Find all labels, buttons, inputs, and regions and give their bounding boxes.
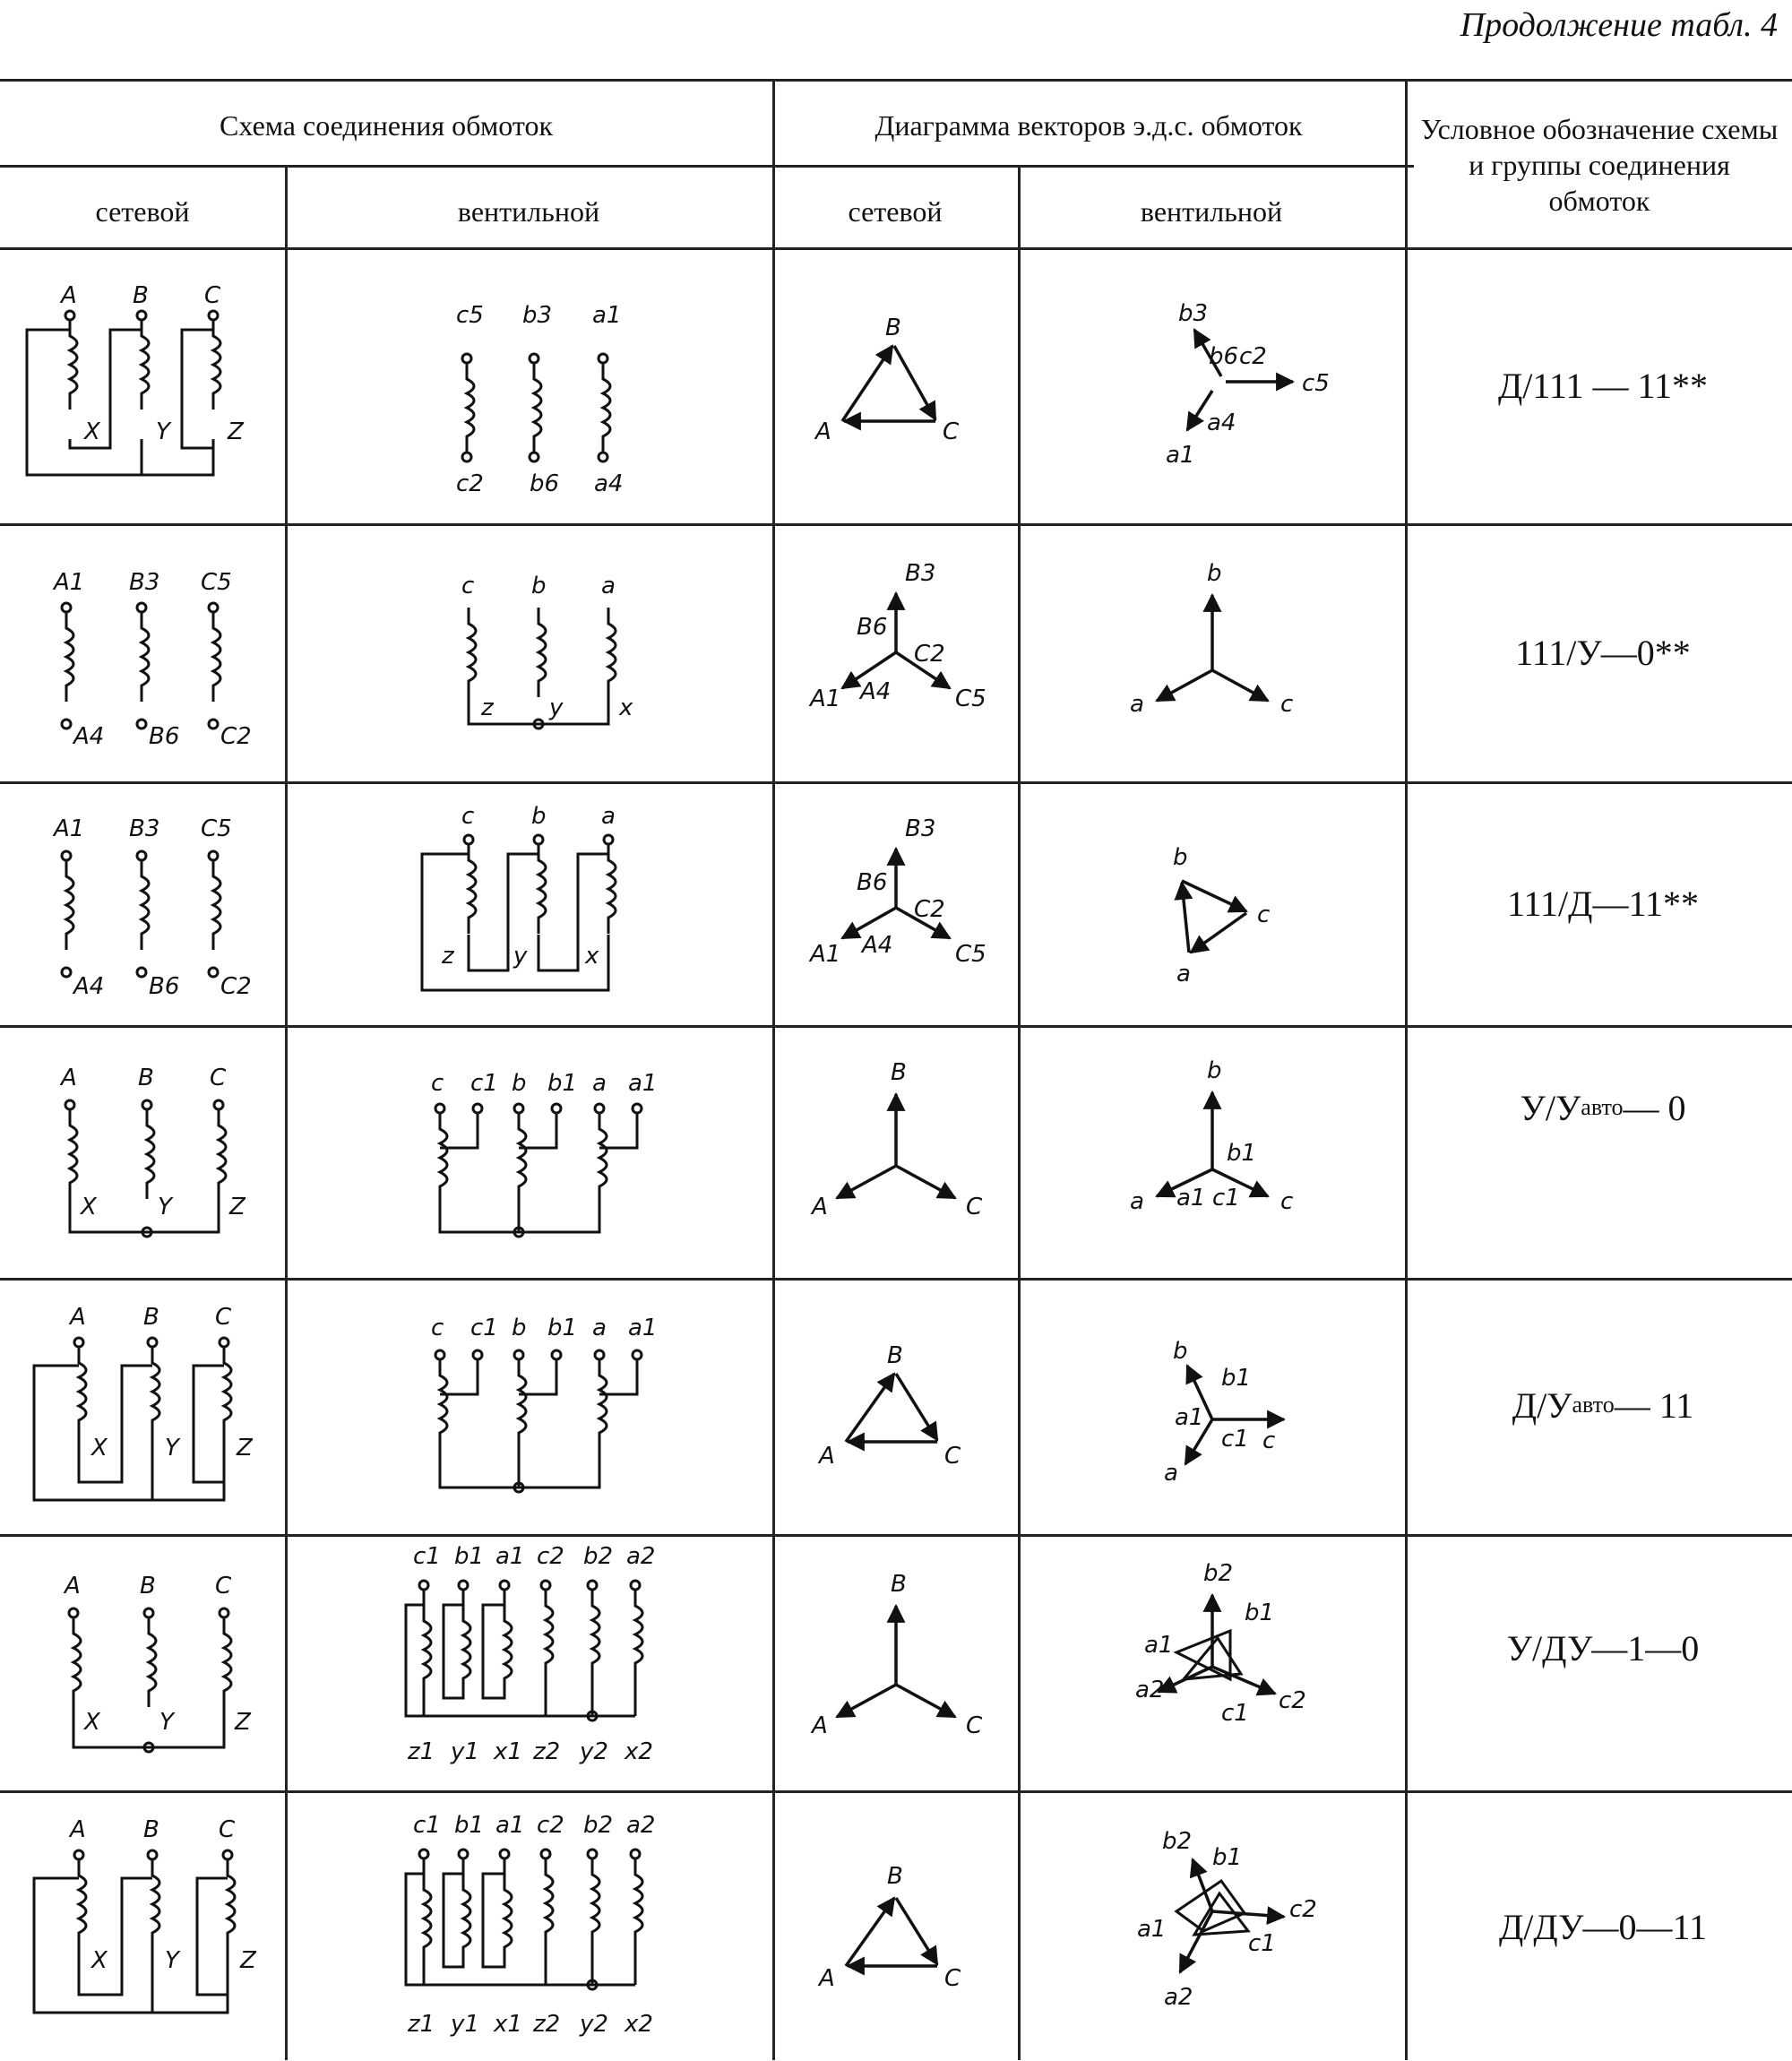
svg-text:c1: c1 bbox=[470, 1315, 498, 1341]
svg-text:a1: a1 bbox=[495, 1543, 525, 1570]
svg-text:a4: a4 bbox=[1207, 410, 1236, 436]
svg-text:c1: c1 bbox=[413, 1543, 441, 1570]
svg-text:Y: Y bbox=[165, 1435, 179, 1462]
svg-text:b1: b1 bbox=[547, 1070, 578, 1097]
row5-valve-vectors bbox=[1021, 1280, 1404, 1532]
row7-valve-vectors bbox=[1021, 1792, 1404, 2060]
row2-network-vectors bbox=[775, 525, 1017, 780]
svg-text:b2: b2 bbox=[583, 1543, 614, 1570]
row3-valve-scheme bbox=[288, 783, 771, 1023]
svg-text:C: C bbox=[944, 1964, 961, 1992]
svg-text:B6: B6 bbox=[149, 723, 180, 750]
svg-text:Z: Z bbox=[229, 1194, 246, 1220]
svg-text:A1: A1 bbox=[810, 941, 841, 968]
svg-text:b: b bbox=[531, 573, 547, 599]
svg-text:Z: Z bbox=[240, 1946, 256, 1974]
svg-text:x: x bbox=[585, 943, 599, 970]
svg-text:z2: z2 bbox=[533, 1738, 561, 1765]
svg-text:A: A bbox=[61, 1065, 77, 1091]
svg-text:b2: b2 bbox=[583, 1811, 614, 1839]
svg-text:b1: b1 bbox=[547, 1315, 578, 1341]
svg-text:B: B bbox=[891, 1571, 907, 1598]
svg-text:B3: B3 bbox=[129, 569, 160, 596]
svg-text:a: a bbox=[592, 1315, 607, 1341]
svg-text:c2: c2 bbox=[537, 1811, 564, 1839]
svg-text:X: X bbox=[84, 418, 100, 445]
svg-text:B: B bbox=[140, 1573, 156, 1600]
svg-text:a1: a1 bbox=[628, 1070, 658, 1097]
row5-notation-main: Д/У bbox=[1512, 1384, 1572, 1426]
row4-notation bbox=[1414, 1027, 1792, 1188]
row4-network-scheme bbox=[0, 1027, 283, 1276]
svg-text:B: B bbox=[133, 282, 149, 309]
row1-valve-vectors bbox=[1021, 249, 1404, 522]
svg-text:B3: B3 bbox=[905, 815, 936, 842]
svg-text:c2: c2 bbox=[537, 1543, 564, 1570]
svg-text:c2: c2 bbox=[1289, 1895, 1317, 1923]
svg-text:A: A bbox=[815, 418, 831, 445]
svg-text:Y: Y bbox=[159, 1709, 174, 1736]
svg-text:A1: A1 bbox=[810, 686, 841, 712]
svg-text:a: a bbox=[601, 803, 616, 830]
svg-text:a: a bbox=[592, 1070, 607, 1097]
svg-text:a: a bbox=[1176, 961, 1191, 987]
svg-text:Z: Z bbox=[228, 418, 244, 445]
svg-text:z1: z1 bbox=[408, 2010, 435, 2038]
svg-text:c: c bbox=[1257, 901, 1271, 928]
svg-text:a1: a1 bbox=[1144, 1632, 1174, 1659]
svg-text:Z: Z bbox=[237, 1435, 253, 1462]
svg-text:c: c bbox=[461, 803, 475, 830]
header-divider bbox=[0, 165, 1414, 168]
svg-text:b2: b2 bbox=[1162, 1827, 1193, 1855]
svg-text:z2: z2 bbox=[533, 2010, 561, 2038]
svg-text:B6: B6 bbox=[149, 973, 180, 1000]
svg-text:B: B bbox=[887, 1342, 903, 1369]
svg-text:a: a bbox=[601, 573, 616, 599]
row6-network-vectors bbox=[775, 1536, 1017, 1789]
svg-text:a4: a4 bbox=[594, 470, 624, 497]
svg-text:c: c bbox=[1280, 691, 1294, 718]
svg-text:b: b bbox=[512, 1315, 527, 1341]
svg-text:y1: y1 bbox=[451, 2010, 479, 2038]
row7-network-scheme bbox=[0, 1792, 283, 2060]
row3-network-scheme bbox=[0, 783, 283, 1023]
svg-text:b1: b1 bbox=[1212, 1843, 1243, 1871]
svg-text:c2: c2 bbox=[1279, 1687, 1306, 1714]
row1-network-scheme bbox=[0, 249, 283, 522]
row4-valve-vectors bbox=[1021, 1027, 1404, 1276]
svg-text:x1: x1 bbox=[494, 1738, 522, 1765]
svg-text:a1: a1 bbox=[592, 302, 622, 329]
row5-notation-tail: — 11 bbox=[1614, 1384, 1694, 1426]
svg-text:C2: C2 bbox=[914, 641, 945, 668]
svg-text:c2: c2 bbox=[456, 470, 484, 497]
svg-text:C2: C2 bbox=[220, 723, 252, 750]
svg-text:b1: b1 bbox=[1221, 1365, 1252, 1392]
svg-text:A: A bbox=[819, 1964, 835, 1992]
header-scheme-network: сетевой bbox=[95, 195, 190, 228]
row3-network-vectors bbox=[775, 783, 1017, 1023]
svg-text:C5: C5 bbox=[201, 815, 232, 842]
row1-valve-scheme bbox=[288, 249, 771, 522]
svg-text:Y: Y bbox=[158, 1194, 172, 1220]
svg-text:c2: c2 bbox=[1239, 343, 1267, 370]
svg-text:b: b bbox=[1173, 844, 1188, 871]
svg-text:C: C bbox=[943, 418, 960, 445]
svg-text:B3: B3 bbox=[905, 560, 936, 587]
svg-text:C2: C2 bbox=[914, 896, 945, 923]
svg-text:b: b bbox=[531, 803, 547, 830]
svg-text:C2: C2 bbox=[220, 973, 252, 1000]
svg-text:z: z bbox=[442, 943, 454, 970]
svg-text:a: a bbox=[1130, 1188, 1144, 1215]
row2-valve-vectors bbox=[1021, 525, 1404, 780]
svg-text:C5: C5 bbox=[955, 941, 986, 968]
svg-text:c1: c1 bbox=[1221, 1700, 1249, 1727]
svg-text:b: b bbox=[512, 1070, 527, 1097]
svg-text:b2: b2 bbox=[1203, 1560, 1234, 1587]
svg-text:C5: C5 bbox=[955, 686, 986, 712]
svg-text:b: b bbox=[1173, 1338, 1188, 1365]
row6-valve-vectors bbox=[1021, 1536, 1404, 1789]
row6-valve-scheme bbox=[288, 1536, 771, 1789]
row4-network-vectors bbox=[775, 1027, 1017, 1276]
svg-text:c5: c5 bbox=[456, 302, 484, 329]
row1-network-vectors bbox=[775, 249, 1017, 522]
svg-text:a1: a1 bbox=[1176, 1185, 1206, 1212]
svg-text:A: A bbox=[70, 1815, 86, 1843]
svg-text:B3: B3 bbox=[129, 815, 160, 842]
row3-notation: 111/Д—11** bbox=[1507, 883, 1699, 924]
header-scheme-valve: вентильной bbox=[457, 195, 600, 228]
svg-text:C: C bbox=[966, 1712, 983, 1739]
svg-text:X: X bbox=[81, 1194, 97, 1220]
svg-text:A: A bbox=[61, 282, 77, 309]
row6-network-scheme bbox=[0, 1536, 283, 1789]
svg-text:C: C bbox=[944, 1443, 961, 1470]
svg-text:c1: c1 bbox=[1212, 1185, 1240, 1212]
header-vectors-network: сетевой bbox=[848, 195, 943, 228]
svg-text:c1: c1 bbox=[413, 1811, 441, 1839]
svg-text:b1: b1 bbox=[1245, 1600, 1275, 1626]
svg-text:y2: y2 bbox=[580, 1738, 608, 1765]
column-divider bbox=[1405, 79, 1408, 2060]
svg-text:b1: b1 bbox=[454, 1811, 485, 1839]
row1-notation: Д/111 — 11** bbox=[1498, 365, 1708, 406]
svg-text:b: b bbox=[1207, 1057, 1222, 1084]
svg-text:A4: A4 bbox=[73, 973, 105, 1000]
svg-text:B6: B6 bbox=[857, 869, 888, 896]
svg-text:y1: y1 bbox=[451, 1738, 479, 1765]
svg-text:z1: z1 bbox=[408, 1738, 435, 1765]
svg-text:a2: a2 bbox=[1135, 1677, 1165, 1703]
svg-text:B: B bbox=[887, 1862, 903, 1890]
svg-text:b3: b3 bbox=[1178, 300, 1209, 327]
svg-text:c1: c1 bbox=[470, 1070, 498, 1097]
row5-notation-sub: авто bbox=[1572, 1392, 1615, 1418]
table-top-border bbox=[0, 79, 1792, 82]
svg-text:B6: B6 bbox=[857, 614, 888, 641]
svg-text:A4: A4 bbox=[73, 723, 105, 750]
svg-text:Z: Z bbox=[235, 1709, 251, 1736]
svg-text:A: A bbox=[812, 1712, 828, 1739]
svg-text:b: b bbox=[1207, 560, 1222, 587]
row5-network-scheme bbox=[0, 1280, 283, 1532]
svg-text:C5: C5 bbox=[201, 569, 232, 596]
row4-notation-main: У/У bbox=[1520, 1087, 1581, 1128]
row2-network-scheme bbox=[0, 525, 283, 780]
svg-text:A: A bbox=[70, 1304, 86, 1331]
svg-text:x2: x2 bbox=[625, 2010, 653, 2038]
svg-text:c: c bbox=[431, 1315, 444, 1341]
header-scheme: Схема соединения обмоток bbox=[220, 109, 553, 142]
svg-text:c: c bbox=[1262, 1427, 1276, 1454]
row2-notation: 111/У—0** bbox=[1515, 632, 1691, 673]
svg-text:c: c bbox=[461, 573, 475, 599]
svg-text:C: C bbox=[210, 1065, 227, 1091]
svg-text:b6: b6 bbox=[1209, 343, 1239, 370]
svg-text:b6: b6 bbox=[530, 470, 560, 497]
svg-text:A4: A4 bbox=[860, 678, 892, 705]
svg-text:Y: Y bbox=[165, 1946, 179, 1974]
svg-text:y: y bbox=[513, 943, 528, 970]
svg-text:x: x bbox=[619, 694, 633, 721]
svg-text:x1: x1 bbox=[494, 2010, 522, 2038]
svg-text:C: C bbox=[966, 1194, 983, 1220]
svg-text:A: A bbox=[65, 1573, 81, 1600]
svg-text:c: c bbox=[431, 1070, 444, 1097]
svg-text:a2: a2 bbox=[626, 1811, 656, 1839]
svg-text:X: X bbox=[84, 1709, 100, 1736]
svg-text:b3: b3 bbox=[522, 302, 553, 329]
svg-text:a1: a1 bbox=[1137, 1915, 1167, 1943]
svg-text:C: C bbox=[215, 1573, 232, 1600]
svg-text:B: B bbox=[891, 1059, 907, 1086]
svg-text:Y: Y bbox=[156, 418, 170, 445]
svg-text:C: C bbox=[204, 282, 221, 309]
svg-text:A1: A1 bbox=[54, 815, 85, 842]
svg-text:C: C bbox=[215, 1304, 232, 1331]
header-notation: Условное обозначение схемы и группы соединения обмоток bbox=[1420, 113, 1779, 217]
row6-notation: У/ДУ—1—0 bbox=[1506, 1627, 1700, 1669]
svg-text:a1: a1 bbox=[1175, 1404, 1204, 1431]
svg-text:y: y bbox=[549, 694, 564, 721]
row5-network-vectors bbox=[775, 1280, 1017, 1532]
row4-notation-tail: — 0 bbox=[1623, 1087, 1686, 1128]
svg-text:a: a bbox=[1130, 691, 1144, 718]
svg-text:A1: A1 bbox=[54, 569, 85, 596]
svg-text:a1: a1 bbox=[628, 1315, 658, 1341]
svg-text:c1: c1 bbox=[1221, 1426, 1249, 1453]
svg-text:a2: a2 bbox=[1164, 1983, 1193, 2011]
row7-network-vectors bbox=[775, 1792, 1017, 2060]
svg-text:y2: y2 bbox=[580, 2010, 608, 2038]
row3-valve-vectors bbox=[1021, 783, 1404, 1023]
table-continuation-caption: Продолжение табл. 4 bbox=[1460, 6, 1778, 44]
svg-text:A: A bbox=[812, 1194, 828, 1220]
row7-valve-scheme bbox=[288, 1792, 771, 2060]
svg-text:C: C bbox=[219, 1815, 236, 1843]
svg-text:A4: A4 bbox=[862, 932, 893, 959]
svg-text:B: B bbox=[138, 1065, 154, 1091]
svg-text:B: B bbox=[143, 1304, 159, 1331]
row7-notation: Д/ДУ—0—11 bbox=[1498, 1906, 1707, 1947]
row4-valve-scheme bbox=[288, 1027, 771, 1276]
header-vectors-valve: вентильной bbox=[1140, 195, 1283, 228]
svg-text:c: c bbox=[1280, 1188, 1294, 1215]
header-vectors: Диаграмма векторов э.д.с. обмоток bbox=[874, 109, 1303, 142]
svg-text:z: z bbox=[481, 694, 494, 721]
svg-text:x2: x2 bbox=[625, 1738, 653, 1765]
svg-text:a1: a1 bbox=[1166, 442, 1195, 469]
svg-text:b1: b1 bbox=[1227, 1140, 1257, 1167]
svg-text:X: X bbox=[91, 1946, 108, 1974]
svg-text:a: a bbox=[1164, 1460, 1178, 1487]
svg-text:a2: a2 bbox=[626, 1543, 656, 1570]
svg-text:c1: c1 bbox=[1248, 1929, 1276, 1957]
svg-text:a1: a1 bbox=[495, 1811, 525, 1839]
svg-text:X: X bbox=[91, 1435, 108, 1462]
svg-text:c5: c5 bbox=[1302, 370, 1330, 397]
svg-text:b1: b1 bbox=[454, 1543, 485, 1570]
row5-notation bbox=[1414, 1280, 1792, 1531]
svg-text:B: B bbox=[885, 315, 901, 341]
row5-valve-scheme bbox=[288, 1280, 771, 1532]
svg-text:A: A bbox=[819, 1443, 835, 1470]
svg-text:B: B bbox=[143, 1815, 159, 1843]
row4-notation-sub: авто bbox=[1581, 1094, 1624, 1120]
row2-valve-scheme bbox=[288, 525, 771, 780]
